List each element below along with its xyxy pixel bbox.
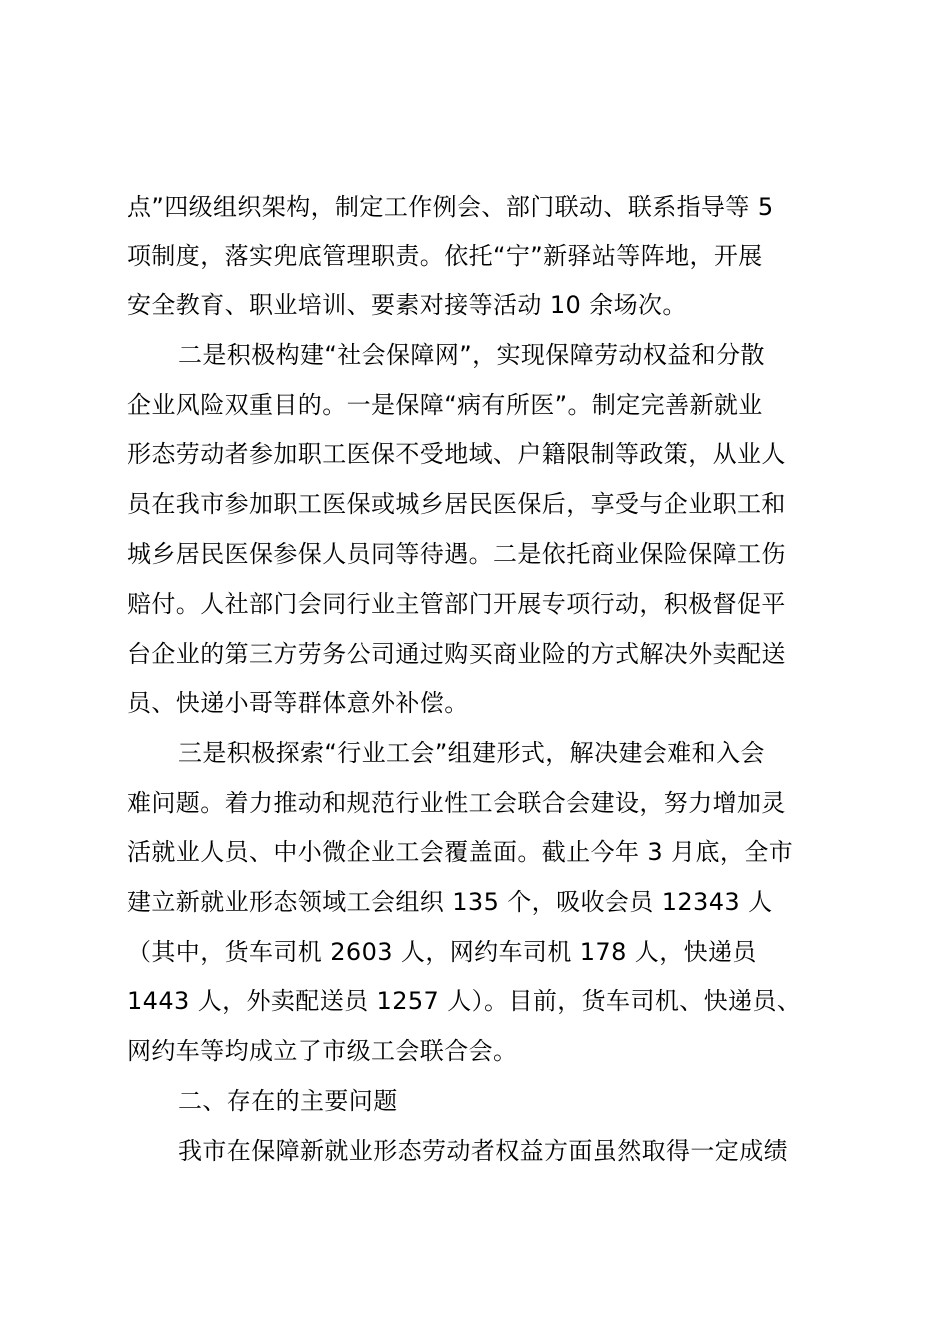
text-line: 城乡居民医保参保人员同等待遇。二是依托商业保险保障工伤 xyxy=(127,540,786,568)
text-line: 员、快递小哥等群体意外补偿。 xyxy=(127,689,469,717)
text-line: 难问题。着力推动和规范行业性工会联合会建设，努力增加灵 xyxy=(127,789,786,817)
paragraph-start-line: 三是积极探索“行业工会”组建形式，解决建会难和入会 xyxy=(178,739,765,767)
section-heading: 二、存在的主要问题 xyxy=(178,1087,398,1115)
paragraph-start-line: 二是积极构建“社会保障网”，实现保障劳动权益和分散 xyxy=(178,341,765,369)
paragraph-start-line: 我市在保障新就业形态劳动者权益方面虽然取得一定成绩 xyxy=(178,1137,788,1165)
text-line: 台企业的第三方劳务公司通过购买商业险的方式解决外卖配送 xyxy=(127,640,786,668)
text-line: （其中，货车司机 2603 人，网约车司机 178 人，快递员 xyxy=(127,938,757,966)
text-line: 形态劳动者参加职工医保不受地域、户籍限制等政策，从业人 xyxy=(127,440,786,468)
text-line: 企业风险双重目的。一是保障“病有所医”。制定完善新就业 xyxy=(127,391,763,419)
text-line: 活就业人员、中小微企业工会覆盖面。截止今年 3 月底，全市 xyxy=(127,838,794,866)
text-line: 网约车等均成立了市级工会联合会。 xyxy=(127,1037,518,1065)
text-line: 员在我市参加职工医保或城乡居民医保后，享受与企业职工和 xyxy=(127,490,786,518)
text-line: 1443 人，外卖配送员 1257 人）。目前，货车司机、快递员、 xyxy=(127,987,802,1015)
text-line: 安全教育、职业培训、要素对接等活动 10 余场次。 xyxy=(127,291,687,319)
text-line: 赔付。人社部门会同行业主管部门开展专项行动，积极督促平 xyxy=(127,590,786,618)
text-line: 点”四级组织架构，制定工作例会、部门联动、联系指导等 5 xyxy=(127,193,774,221)
text-line: 建立新就业形态领域工会组织 135 个，吸收会员 12343 人 xyxy=(127,888,773,916)
text-line: 项制度，落实兜底管理职责。依托“宁”新驿站等阵地，开展 xyxy=(127,242,763,270)
